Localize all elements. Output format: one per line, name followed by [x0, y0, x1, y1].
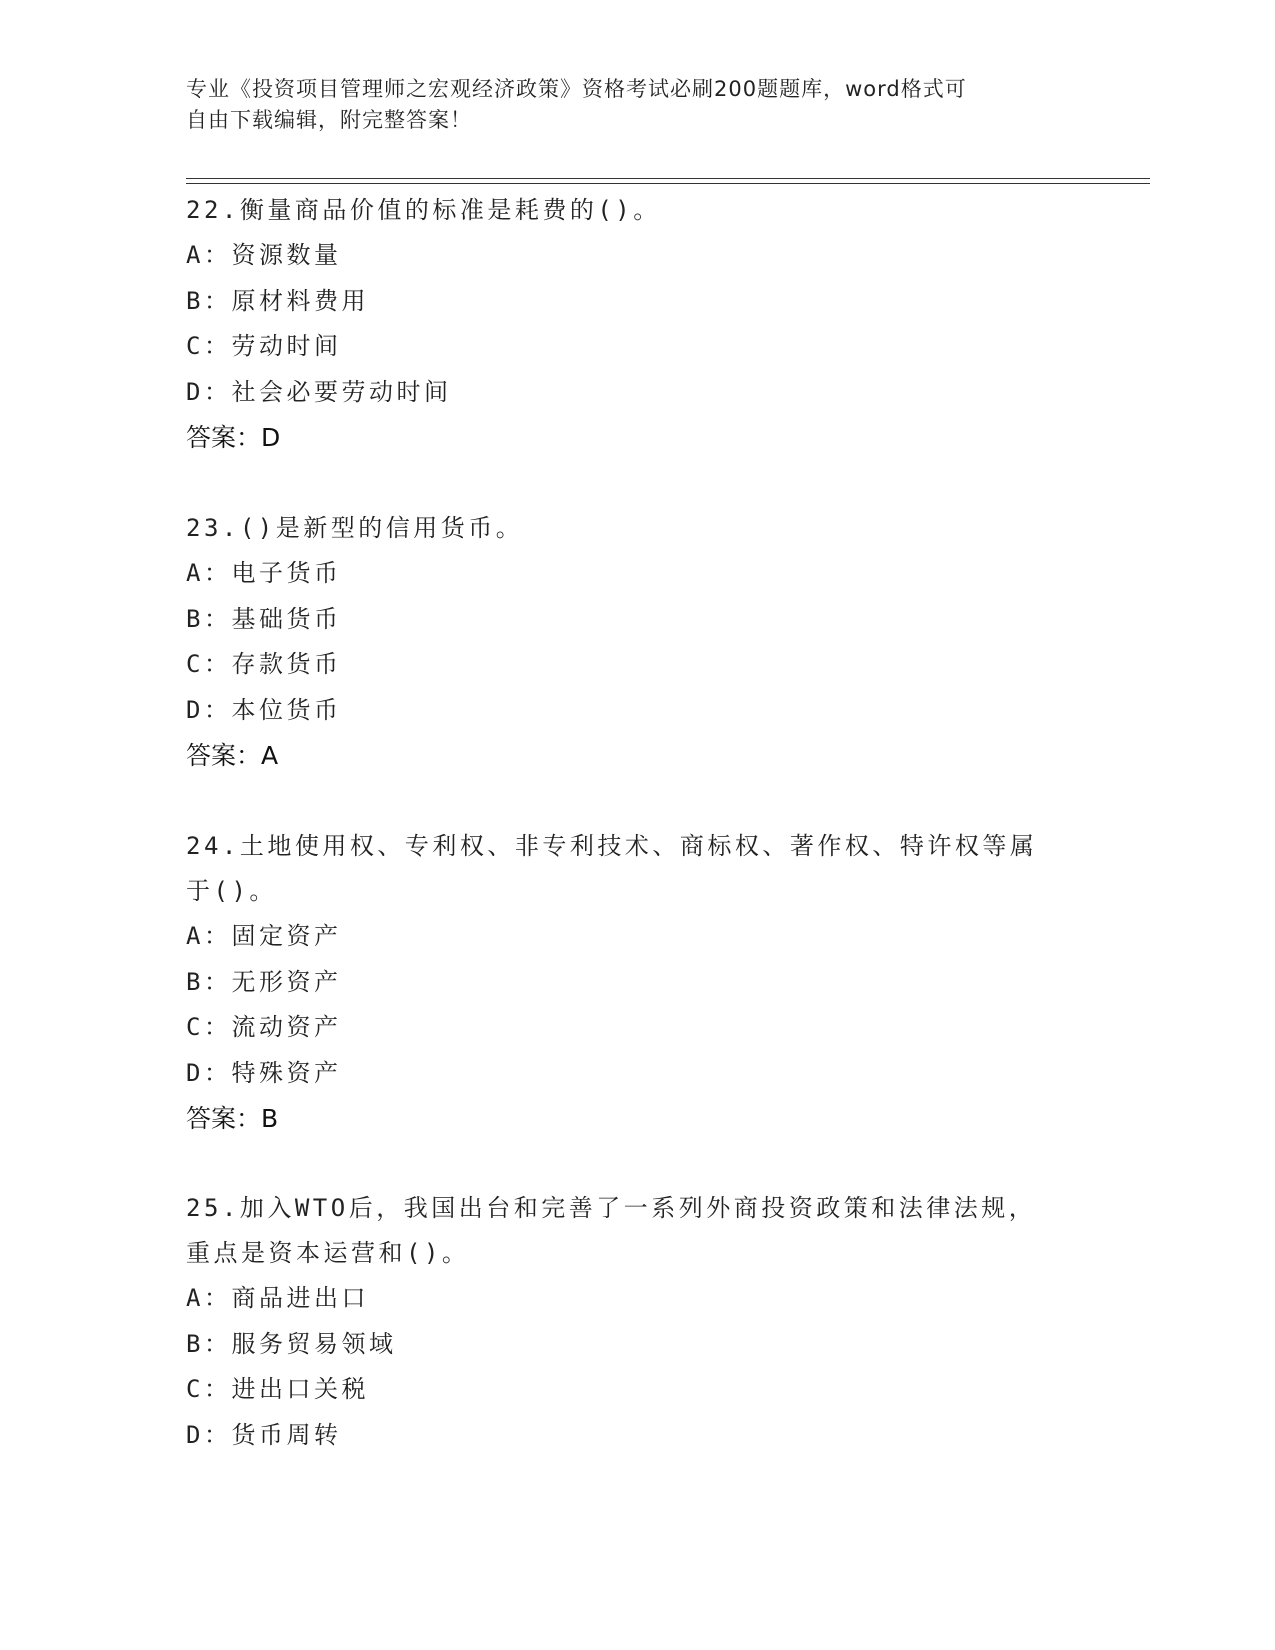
- header-divider-bottom: [186, 183, 1150, 184]
- question-stem-line-1: 25.加入WTO后，我国出台和完善了一系列外商投资政策和法律法规，: [186, 1194, 1037, 1222]
- question-stem-line-2: 重点是资本运营和()。: [186, 1239, 470, 1267]
- header-divider-top: [186, 178, 1150, 179]
- option-a: A：资源数量: [186, 241, 342, 269]
- option-b: B：服务贸易领域: [186, 1329, 397, 1358]
- option-d: D：本位货币: [186, 695, 342, 724]
- header-line-1: 专业《投资项目管理师之宏观经济政策》资格考试必刷200题题库，word格式可: [186, 77, 967, 101]
- question-stem-line-2: 于()。: [186, 877, 277, 905]
- option-c: C：劳动时间: [186, 332, 342, 360]
- question-23: [186, 506, 1086, 778]
- question-25: [186, 1186, 1086, 1458]
- answer: 答案：A: [186, 741, 279, 770]
- option-a: A：固定资产: [186, 922, 342, 950]
- option-c: C：进出口关税: [186, 1375, 369, 1403]
- option-a: A：商品进出口: [186, 1284, 369, 1312]
- option-a: A：电子货币: [186, 559, 342, 587]
- question-24: [186, 824, 1086, 1141]
- header-line-2: 自由下载编辑，附完整答案！: [186, 108, 472, 132]
- option-b: B：基础货币: [186, 604, 342, 633]
- option-b: B：无形资产: [186, 967, 342, 996]
- question-22: [186, 188, 1086, 460]
- answer: 答案：B: [186, 1104, 279, 1133]
- document-header: [186, 74, 1066, 136]
- option-b: B：原材料费用: [186, 286, 369, 315]
- answer: 答案：D: [186, 423, 281, 452]
- option-d: D：货币周转: [186, 1420, 342, 1449]
- option-c: C：流动资产: [186, 1013, 342, 1041]
- option-c: C：存款货币: [186, 650, 342, 678]
- question-stem: 23.()是新型的信用货币。: [186, 514, 524, 542]
- option-d: D：特殊资产: [186, 1058, 342, 1087]
- option-d: D：社会必要劳动时间: [186, 377, 452, 406]
- question-stem-line-1: 24.土地使用权、专利权、非专利技术、商标权、著作权、特许权等属: [186, 832, 1038, 860]
- question-stem: 22.衡量商品价值的标准是耗费的()。: [186, 196, 661, 224]
